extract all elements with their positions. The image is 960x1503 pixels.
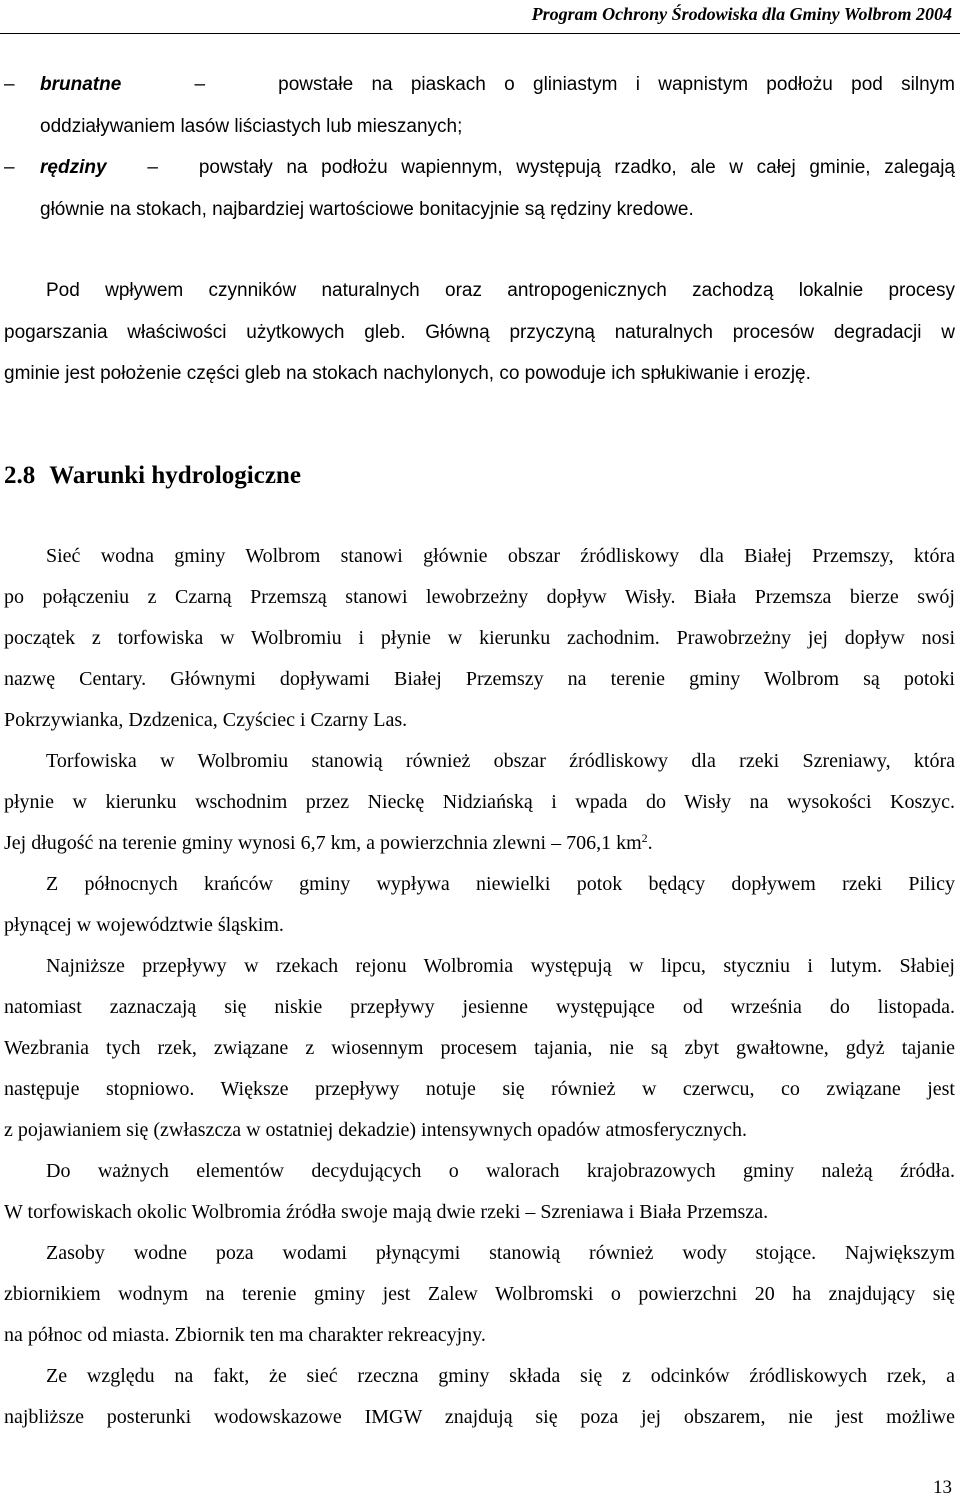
paragraph-line: na północ od miasta. Zbiornik ten ma charakter rekreacyjny. — [4, 1324, 486, 1346]
paragraph-line — [4, 536, 955, 577]
paragraph-springs — [4, 1151, 955, 1233]
list-dash: – — [4, 74, 15, 95]
paragraph-line: po połączeniu z Czarną Przemszą stanowi lewobrzeżny dopływ Wisły. Biała Przemsza bierze swój — [4, 586, 955, 608]
line-text: Zasoby wodne poza wodami płynącymi stanowią również wody stojące. Największym — [46, 1242, 955, 1264]
section-heading — [4, 462, 301, 490]
line-text: Pod wpływem czynników naturalnych oraz antropogenicznych zachodzą lokalnie procesy — [46, 280, 955, 301]
soil-line — [40, 64, 955, 106]
paragraph-line — [4, 946, 955, 987]
soil-description: powstałe na piaskach o gliniastym i wapnistym podłożu pod silnym — [278, 74, 955, 95]
soil-term: rędziny — [40, 157, 107, 178]
paragraph-reservoir — [4, 1233, 955, 1356]
paragraph-line: pogarszania właściwości użytkowych gleb. Główną przyczyną naturalnych procesów degradacji w — [4, 321, 955, 343]
paragraph-line: gminie jest położenie części gleb na stokach nachylonych, co powoduje ich spłukiwanie i erozję. — [4, 363, 811, 384]
paragraph-line: nazwę Centary. Głównymi dopływami Białej Przemszy na terenie gminy Wolbrom są potoki — [4, 668, 955, 690]
superscript: 2 — [641, 831, 648, 845]
page-number: 13 — [933, 1477, 952, 1498]
running-header: Program Ochrony Środowiska dla Gminy Wolbrom 2004 — [531, 4, 952, 24]
paragraph-line: W torfowiskach okolic Wolbromia źródła swoje mają dwie rzeki – Szreniawa i Biała Przemsza. — [4, 1201, 769, 1223]
soil-line: oddziaływaniem lasów liściastych lub mieszanych; — [40, 115, 463, 137]
paragraph-line: płynącej w województwie śląskim. — [4, 914, 284, 936]
soil-item-brunatne — [4, 64, 955, 147]
line-text: Ze względu na fakt, że sieć rzeczna gminy składa się z odcinków źródliskowych rzek, a — [46, 1365, 955, 1387]
line-text: Jej długość na terenie gminy wynosi 6,7 km, a powierzchnia zlewni – 706,1 km — [4, 832, 642, 854]
paragraph-szreniawa — [4, 741, 955, 864]
line-text: Do ważnych elementów decydujących o walorach krajobrazowych gminy należą źródła. — [46, 1160, 955, 1182]
paragraph-line: zbiornikiem wodnym na terenie gminy jest Zalew Wolbromski o powierzchni 20 ha znajdujący się — [4, 1283, 955, 1305]
soil-description: powstały na podłożu wapiennym, występują rzadko, ale w całej gminie, zalegają — [198, 157, 955, 178]
line-text: Z północnych krańców gminy wypływa niewielki potok będący dopływem rzeki Pilicy — [46, 873, 955, 895]
soil-line — [40, 147, 955, 189]
paragraph-gauges — [4, 1356, 955, 1438]
paragraph-flows — [4, 946, 955, 1151]
line-text: Sieć wodna gminy Wolbrom stanowi głównie obszar źródliskowy dla Białej Przemszy, która — [46, 545, 955, 567]
paragraph-line — [4, 864, 955, 905]
section-number: 2.8 — [4, 462, 36, 489]
paragraph-line: początek z torfowiska w Wolbromiu i płynie w kierunku zachodnim. Prawobrzeżny jej dopływ nosi — [4, 627, 955, 649]
paragraph-pilica — [4, 864, 955, 946]
paragraph-hydro-network — [4, 536, 955, 741]
line-text: Torfowiska w Wolbromiu stanowią również obszar źródliskowy dla rzeki Szreniawy, która — [46, 750, 955, 772]
term-separator: – — [194, 74, 206, 95]
paragraph-line: płynie w kierunku wschodnim przez Nieckę Nidziańską i wpada do Wisły na wysokości Koszyc. — [4, 791, 955, 813]
soil-line: głównie na stokach, najbardziej wartościowe bonitacyjnie są rędziny kredowe. — [40, 198, 694, 220]
paragraph-line — [4, 1233, 955, 1274]
paragraph-line: z pojawianiem się (zwłaszcza w ostatniej dekadzie) intensywnych opadów atmosferycznych. — [4, 1119, 748, 1141]
soil-term: brunatne — [40, 74, 122, 95]
paragraph-line — [4, 823, 955, 864]
paragraph-line: następuje stopniowo. Większe przepływy notuje się również w czerwcu, co związane jest — [4, 1078, 955, 1100]
list-dash: – — [4, 157, 15, 178]
section-title: Warunki hydrologiczne — [49, 462, 301, 489]
paragraph-line — [4, 1151, 955, 1192]
paragraph-line: najbliższe posterunki wodowskazowe IMGW znajdują się poza jej obszarem, nie jest możliwe — [4, 1406, 955, 1428]
soil-item-redziny — [4, 147, 955, 230]
paragraph-line: Pokrzywianka, Dzdzenica, Czyściec i Czarny Las. — [4, 709, 408, 731]
header-rule — [0, 33, 960, 34]
line-text: . — [647, 832, 653, 854]
paragraph-line — [4, 1356, 955, 1397]
paragraph-line — [4, 270, 955, 312]
paragraph-soil-degradation — [4, 270, 955, 395]
line-text: Najniższe przepływy w rzekach rejonu Wolbromia występują w lipcu, styczniu i lutym. Słabiej — [46, 955, 955, 977]
paragraph-line: Wezbrania tych rzek, związane z wiosennym procesem tajania, nie są zbyt gwałtowne, gdyż tajanie — [4, 1037, 955, 1059]
term-separator: – — [147, 157, 158, 178]
paragraph-line — [4, 741, 955, 782]
paragraph-line: natomiast zaznaczają się niskie przepływy jesienne występujące od września do listopada. — [4, 996, 955, 1018]
